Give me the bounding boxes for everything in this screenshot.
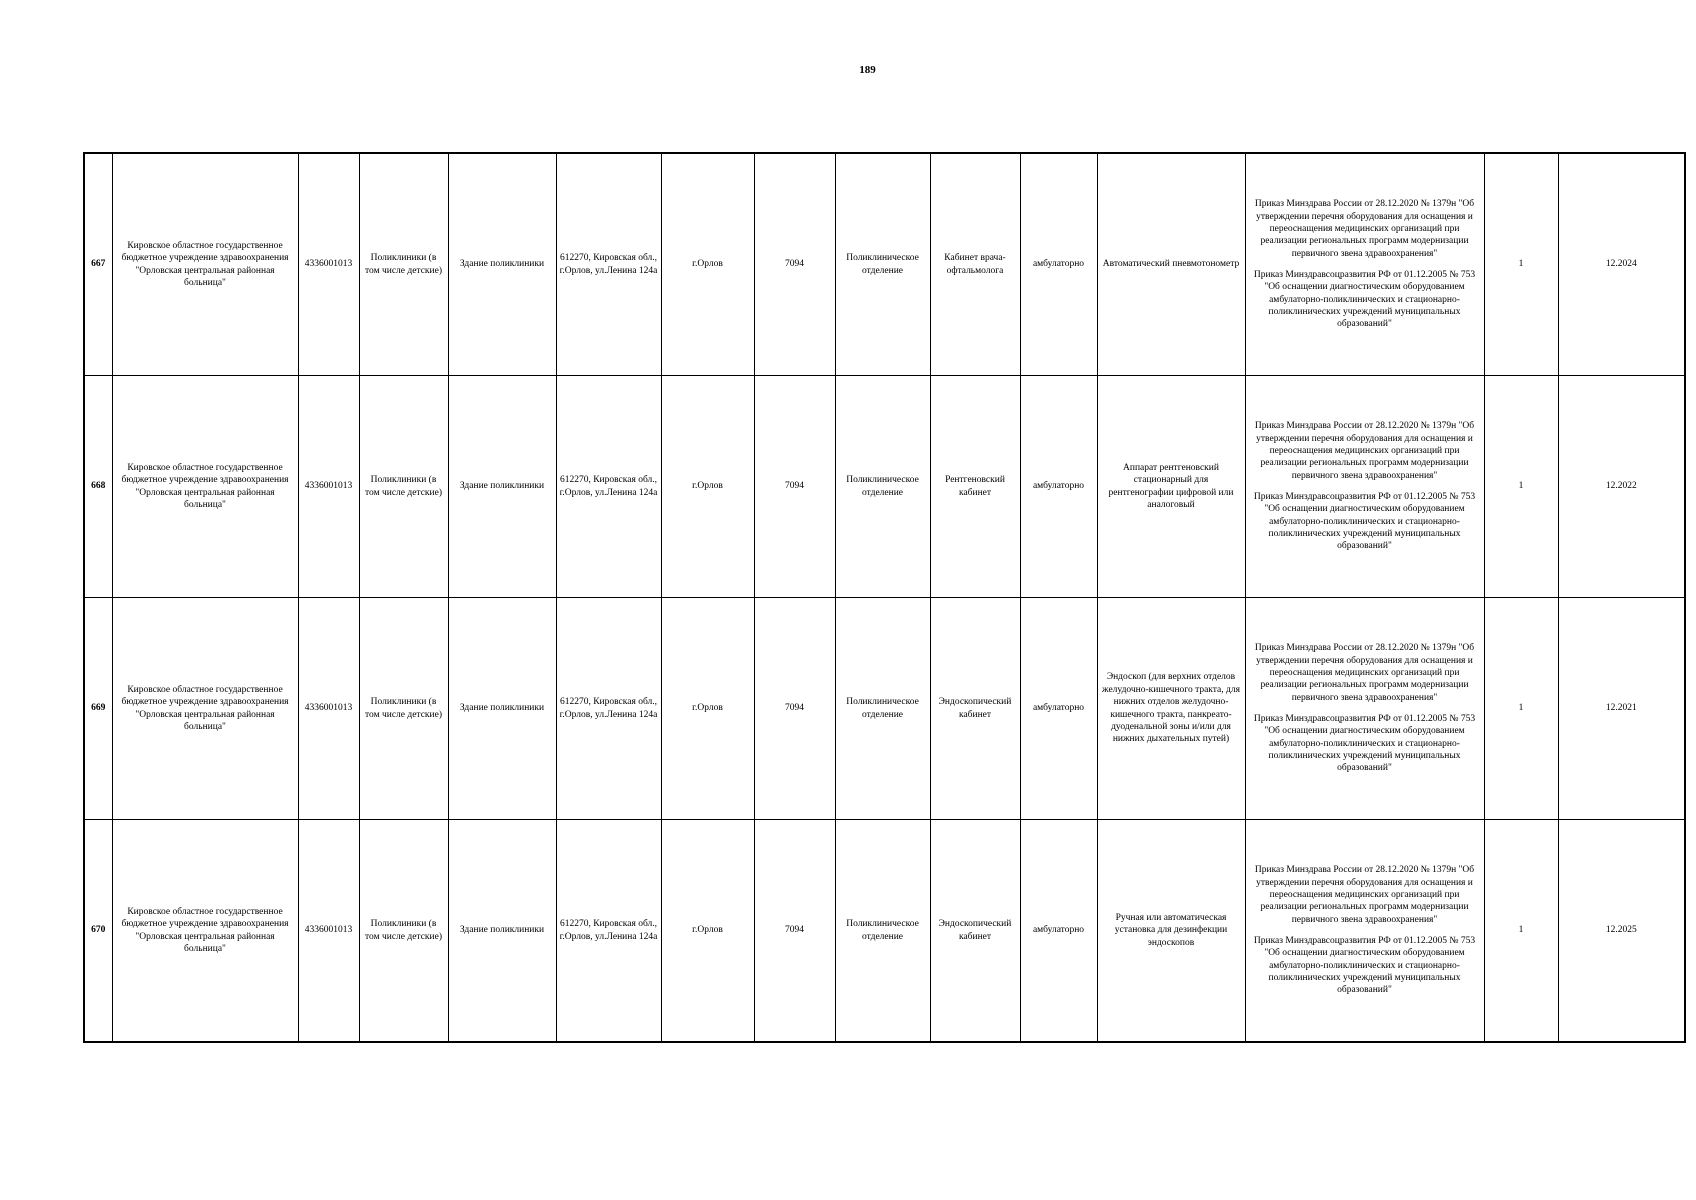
address: 612270, Кировская обл., г.Орлов, ул.Ленина 124а [556,820,661,1043]
table-row [84,376,1685,598]
regulatory-documents [1245,376,1484,598]
organization-name: Кировское областное государственное бюджетное учреждение здравоохранения "Орловская центральная районная больница" [112,820,298,1043]
regulatory-documents [1245,153,1484,376]
care-mode: амбулаторно [1020,153,1097,376]
date: 12.2024 [1558,153,1685,376]
quantity: 1 [1484,820,1558,1043]
row-number: 668 [84,376,112,598]
equipment-name: Ручная или автоматическая установка для дезинфекции эндоскопов [1097,820,1245,1043]
department: Поликлиническое отделение [835,376,930,598]
regulation-text: Приказ Минздрава России от 28.12.2020 № 1379н "Об утверждении перечня оборудования для оснащения и переоснащения медицинских организаций при реализации региональных программ модернизации первичного звена здравоохранения" [1254,199,1475,259]
institution-type: Поликлиники (в том числе детские) [359,820,448,1043]
building: Здание поликлиники [448,376,556,598]
institution-type: Поликлиники (в том числе детские) [359,376,448,598]
regulation-text: Приказ Минздрава России от 28.12.2020 № 1379н "Об утверждении перечня оборудования для оснащения и переоснащения медицинских организаций при реализации региональных программ модернизации первичного звена здравоохранения" [1254,865,1475,925]
organization-name: Кировское областное государственное бюджетное учреждение здравоохранения "Орловская центральная районная больница" [112,153,298,376]
row-number: 669 [84,598,112,820]
institution-type: Поликлиники (в том числе детские) [359,598,448,820]
regulation-text: Приказ Минздравсоцразвития РФ от 01.12.2005 № 753 "Об оснащении диагностическим оборудованием амбулаторно-поликлинических и стационарно-поликлинических учреждений муниципальных образований" [1253,270,1476,330]
address: 612270, Кировская обл., г.Орлов, ул.Ленина 124а [556,598,661,820]
building: Здание поликлиники [448,153,556,376]
quantity: 1 [1484,598,1558,820]
regulation-text: Приказ Минздрава России от 28.12.2020 № 1379н "Об утверждении перечня оборудования для оснащения и переоснащения медицинских организаций при реализации региональных программ модернизации первичного звена здравоохранения" [1254,421,1475,481]
equipment-name: Автоматический пневмотонометр [1097,153,1245,376]
city: г.Орлов [661,153,754,376]
date: 12.2025 [1558,820,1685,1043]
inn: 4336001013 [298,376,359,598]
quantity: 1 [1484,153,1558,376]
room: Эндоскопический кабинет [930,820,1020,1043]
table-row [84,820,1685,1043]
equipment-name: Аппарат рентгеновский стационарный для рентгенографии цифровой или аналоговый [1097,376,1245,598]
city: г.Орлов [661,598,754,820]
room: Кабинет врача-офтальмолога [930,153,1020,376]
inn: 4336001013 [298,820,359,1043]
city: г.Орлов [661,820,754,1043]
address: 612270, Кировская обл., г.Орлов, ул.Ленина 124а [556,153,661,376]
care-mode: амбулаторно [1020,820,1097,1043]
building: Здание поликлиники [448,598,556,820]
organization-name: Кировское областное государственное бюджетное учреждение здравоохранения "Орловская центральная районная больница" [112,598,298,820]
department: Поликлиническое отделение [835,598,930,820]
quantity: 1 [1484,376,1558,598]
equipment-name: Эндоскоп (для верхних отделов желудочно-кишечного тракта, для нижних отделов желудочно-кишечного тракта, панкреато-дуоденальной зоны и/или для нижних дыхательных путей) [1097,598,1245,820]
page-number: 189 [859,64,876,76]
table-row [84,153,1685,376]
equipment-table [83,152,1686,1043]
regulatory-documents [1245,820,1484,1043]
inn: 4336001013 [298,598,359,820]
inn: 4336001013 [298,153,359,376]
room: Эндоскопический кабинет [930,598,1020,820]
department: Поликлиническое отделение [835,153,930,376]
regulation-text: Приказ Минздравсоцразвития РФ от 01.12.2005 № 753 "Об оснащении диагностическим оборудованием амбулаторно-поликлинических и стационарно-поликлинических учреждений муниципальных образований" [1253,936,1476,996]
department: Поликлиническое отделение [835,820,930,1043]
regulation-text: Приказ Минздравсоцразвития РФ от 01.12.2005 № 753 "Об оснащении диагностическим оборудованием амбулаторно-поликлинических и стационарно-поликлинических учреждений муниципальных образований" [1253,714,1476,774]
date: 12.2021 [1558,598,1685,820]
code: 7094 [754,153,835,376]
regulatory-documents [1245,598,1484,820]
care-mode: амбулаторно [1020,598,1097,820]
code: 7094 [754,598,835,820]
table-row [84,598,1685,820]
city: г.Орлов [661,376,754,598]
row-number: 670 [84,820,112,1043]
date: 12.2022 [1558,376,1685,598]
code: 7094 [754,820,835,1043]
address: 612270, Кировская обл., г.Орлов, ул.Ленина 124а [556,376,661,598]
regulation-text: Приказ Минздрава России от 28.12.2020 № 1379н "Об утверждении перечня оборудования для оснащения и переоснащения медицинских организаций при реализации региональных программ модернизации первичного звена здравоохранения" [1254,643,1475,703]
regulation-text: Приказ Минздравсоцразвития РФ от 01.12.2005 № 753 "Об оснащении диагностическим оборудованием амбулаторно-поликлинических и стационарно-поликлинических учреждений муниципальных образований" [1253,492,1476,552]
care-mode: амбулаторно [1020,376,1097,598]
room: Рентгеновский кабинет [930,376,1020,598]
building: Здание поликлиники [448,820,556,1043]
organization-name: Кировское областное государственное бюджетное учреждение здравоохранения "Орловская центральная районная больница" [112,376,298,598]
code: 7094 [754,376,835,598]
row-number: 667 [84,153,112,376]
institution-type: Поликлиники (в том числе детские) [359,153,448,376]
